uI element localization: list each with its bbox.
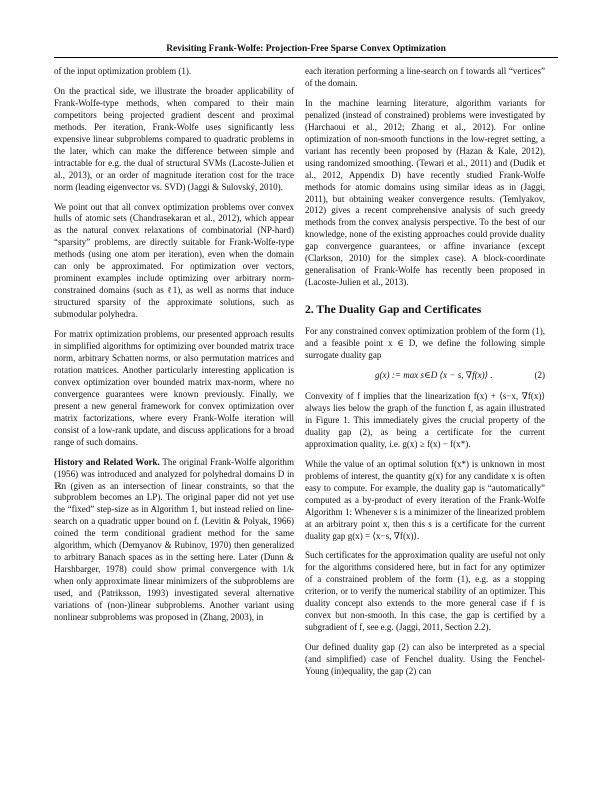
equation-body: g(x) := max s∈D ⟨x − s, ∇f(x)⟩ . (375, 370, 493, 381)
paragraph: While the value of an optimal solution f(x*) is unknown in most problems of interest, the quantity g(x) for any candidate x is often easy to compute. For example, the duality gap is “automatically” computed as a by-product of every iteration of the Frank-Wolfe Algorithm 1: Whenever s is a minimizer of the linearized problem at an arbitrary point x, then this s is a certificate for the current duality gap g(x) = ⟨x−s, ∇f(x)⟩. (305, 458, 545, 541)
paragraph: Our defined duality gap (2) can also be interpreted as a special (and simplified) case of Fenchel duality. Using the Fenchel-Young (in)equality, the gap (2) can (305, 642, 545, 677)
paragraph: Such certificates for the approximation quality are useful not only for the algorithms considered here, but in fact for any optimizer of a constrained problem of the form (1), e.g. as a stopping criterion, or to verify the numerical stability of an optimizer. This duality concept also extends to the more general case if f is convex but non-smooth. In this case, the gap is certified by a subgradient of f, see e.g. (Jaggi, 2011, Section 2.2). (305, 550, 545, 633)
running-header: Revisiting Frank-Wolfe: Projection-Free Sparse Convex Optimization (166, 44, 446, 54)
paragraph-heading: History and Related Work. (54, 456, 160, 467)
paragraph: On the practical side, we illustrate the broader applicability of Frank-Wolfe-type methods, when compared to their main competitors being projected gradient descent and proximal methods. Per iteration, Frank-Wolfe uses significantly less expensive linear subproblems compared to quadratic problems in the later, which can make the difference between simple and intractable for e.g. the dual of structural SVMs (Lacoste-Julien et al., 2013), or an order of magnitude iteration cost for the trace norm (leading eigenvector vs. SVD) (Jaggi & Sulovský, 2010). (54, 85, 294, 192)
header-rule (54, 57, 558, 58)
paragraph-text: The original Frank-Wolfe algorithm (1956) was introduced and analyzed for polyhedral domains D in ℝn (given as an intersection of linear constraints, so that the subproblem becomes an LP). The original paper did not yet use the “fixed” step-size as in Algorithm 1, but instead relied on line-search on a quadratic upper bound on f. (Levitin & Polyak, 1966) coined the term conditional gradient method for the same algorithm, which (Demyanov & Rubinov, 1970) then generalized to arbitrary Banach spaces as in the setting here. Later (Dunn & Harshbarger, 1978) could show primal convergence with 1/k when only approximate linear minimizers of the subproblems are used, and (Patriksson, 1993) investigated several alternative variations of (non-)linear subproblems. Another variant using nonlinear subproblems was proposed in (Zhang, 2003), in (54, 456, 294, 622)
paragraph: In the machine learning literature, algorithm variants for penalized (instead of constrained) problems were investigated by (Harchaoui et al., 2012; Zhang et al., 2012). For online optimization of non-smooth functions in the low-regret setting, a variant has recently been proposed by (Hazan & Kale, 2012), using randomized smoothing. (Tewari et al., 2011) and (Dudik et al., 2012, Appendix D) have recently studied Frank-Wolfe methods for atomic domains using similar ideas as in (Jaggi, 2011), but obtaining weaker convergence results. (Temlyakov, 2012) gives a recent comprehensive analysis of such greedy methods from the convex analysis perspective. To the best of our knowledge, none of the existing approaches could provide duality gap convergence guarantees, or affine invariance (except (Clarkson, 2010) for the simplex case). A block-coordinate generalisation of Frank-Wolfe has recently been proposed in (Lacoste-Julien et al., 2013). (305, 97, 545, 288)
paragraph: We point out that all convex optimization problems over convex hulls of atomic sets (Chandrasekaran et al., 2012), which appear as the natural convex relaxations of combinatorial (NP-hard) “sparsity” problems, are directly suitable for Frank-Wolfe-type methods (using one atom per iteration), even when the domain can only be approximated. For optimization over vectors, prominent examples include optimizing over arbitrary norm-constrained domains (such as ℓ1), as well as norms that induce structured sparsity of the approximate solutions, such as submodular polyhedra. (54, 201, 294, 320)
left-column (54, 66, 294, 632)
right-column (305, 66, 545, 686)
section-heading: 2. The Duality Gap and Certificates (305, 303, 482, 317)
equation-duality-gap (305, 370, 545, 387)
equation-number: (2) (534, 370, 545, 381)
history-paragraph (54, 457, 294, 624)
paragraph: For any constrained convex optimization problem of the form (1), and a feasible point x ∈ D, we define the following simple surrogate duality gap (305, 326, 545, 361)
paragraph: Convexity of f implies that the linearization f(x) + ⟨s−x, ∇f(x)⟩ always lies below the graph of the function f, as again illustrated in Figure 1. This immediately gives the crucial property of the duality gap (2), as being a certificate for the current approximation quality, i.e. g(x) ≥ f(x) − f(x*). (305, 391, 545, 449)
paragraph: For matrix optimization problems, our presented approach results in simplified algorithms for optimizing over bounded matrix trace norm, arbitrary Schatten norms, or also permutation matrices and rotation matrices. Another particularly interesting application is convex optimization over bounded matrix max-norm, where no convergence guarantees were known previously. Finally, we present a new general framework for convex optimization over matrix factorizations, where every Frank-Wolfe iteration will consist of a low-rank update, and discuss applications for a broad range of such domains. (54, 329, 294, 447)
paragraph: of the input optimization problem (1). (54, 66, 192, 76)
paragraph: each iteration performing a line-search on f towards all “vertices” of the domain. (305, 66, 545, 88)
